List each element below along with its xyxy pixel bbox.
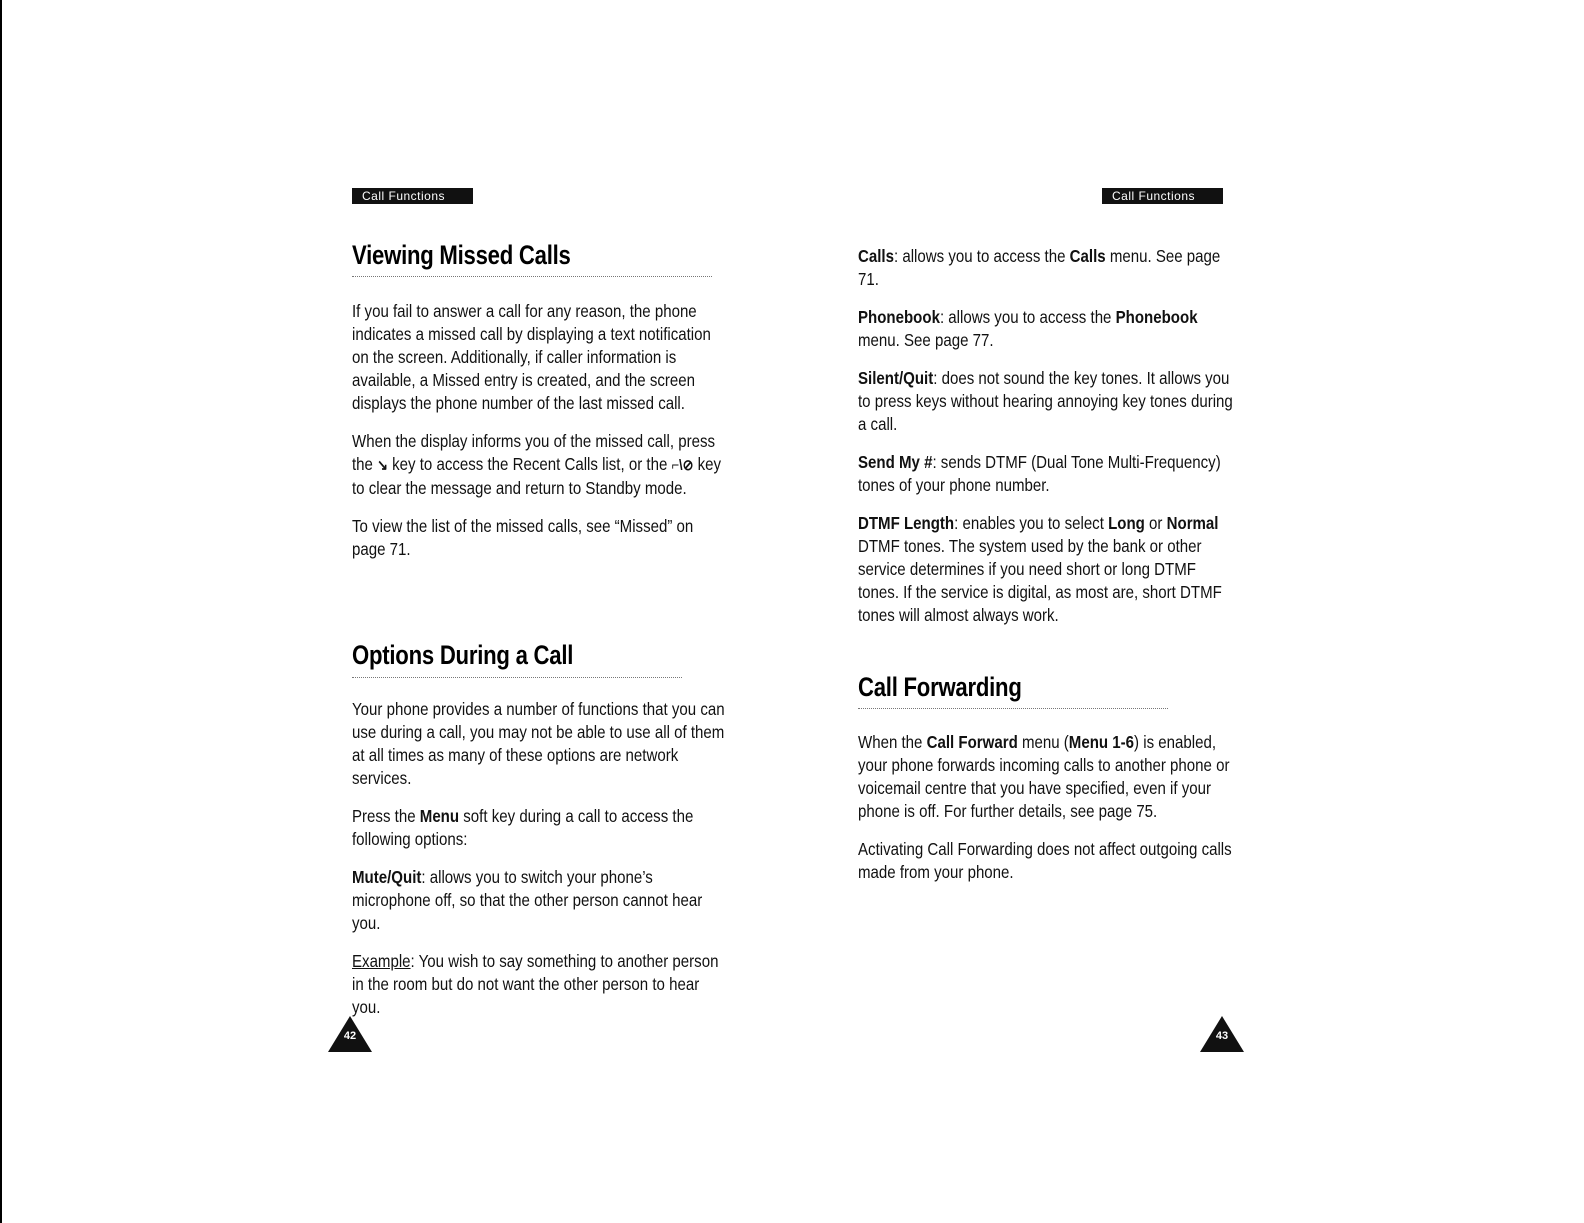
call-forwarding-body <box>858 731 1238 899</box>
text: soft key during a call to access the following options: <box>352 806 694 849</box>
option-term: Silent/Quit <box>858 368 934 388</box>
paragraph: Activating Call Forwarding does not affect outgoing calls made from your phone. <box>858 839 1232 882</box>
paragraph: If you fail to answer a call for any reason, the phone indicates a missed call by displaying a text notification on the screen. Additionally, if caller information is available, a Missed entry is created, and the screen displays the phone number of the last missed call. <box>352 301 711 413</box>
paragraph <box>858 367 1236 436</box>
paragraph <box>352 805 730 851</box>
text: : sends DTMF (Dual Tone Multi-Frequency) tones of your phone number. <box>858 452 1221 495</box>
text: When the display informs you of the missed call, press the <box>352 431 716 474</box>
text: menu ( <box>1021 732 1069 752</box>
page-number: 43 <box>1215 1030 1229 1042</box>
menu-term: Calls <box>1069 246 1106 266</box>
paragraph <box>858 731 1236 823</box>
text: or <box>1149 513 1163 533</box>
section-header-tab: Call Functions <box>352 188 473 204</box>
text: Press the <box>352 806 416 826</box>
text: : allows you to access the <box>893 246 1066 266</box>
paragraph <box>858 245 1236 291</box>
heading-viewing-missed-calls: Viewing Missed Calls <box>352 240 571 270</box>
send-key-icon: ↘ <box>377 457 388 474</box>
text: : allows you to switch your phone’s microphone off, so that the other person cannot hear you. <box>352 867 703 933</box>
menu-term: Menu <box>419 806 460 826</box>
paragraph <box>352 866 730 935</box>
paragraph <box>858 451 1236 497</box>
scan-edge-line <box>0 0 2 1223</box>
paragraph: Your phone provides a number of functions that you can use during a call, you may not be able to use all of them at all times as many of these options are network services. <box>352 699 725 788</box>
menu-term: Call Forward <box>926 732 1018 752</box>
end-key-icon: ⌐\⊘ <box>671 457 694 474</box>
text: : You wish to say something to another person in the room but do not want the other person to hear you. <box>352 951 719 1017</box>
text: : does not sound the key tones. It allows you to press keys without hearing annoying key tones during a call. <box>858 368 1233 434</box>
paragraph: To view the list of the missed calls, see “Missed” on page 71. <box>352 516 694 559</box>
paragraph <box>858 512 1236 627</box>
paragraph <box>352 950 730 1019</box>
menu-term: Long <box>1108 513 1145 533</box>
option-term: Send My # <box>858 452 933 472</box>
option-term: DTMF Length <box>858 513 955 533</box>
right-page <box>858 0 1238 1223</box>
page-number-badge <box>1200 1016 1244 1052</box>
heading-rule <box>352 677 682 678</box>
options-list-continued <box>858 245 1238 642</box>
page-number-badge <box>328 1016 372 1052</box>
options-body <box>352 698 732 1034</box>
text: menu. See page 77. <box>858 330 994 350</box>
heading-rule <box>858 708 1168 709</box>
text: When the <box>858 732 923 752</box>
option-term: Mute/Quit <box>352 867 422 887</box>
paragraph <box>352 430 730 500</box>
example-label: Example <box>352 951 411 971</box>
missed-calls-body <box>352 300 732 576</box>
menu-term: Menu 1-6 <box>1068 732 1135 752</box>
paragraph <box>858 306 1236 352</box>
menu-term: Phonebook <box>1115 307 1198 327</box>
menu-term: Normal <box>1166 513 1219 533</box>
text: key to access the Recent Calls list, or the <box>392 454 668 474</box>
option-term: Calls <box>858 246 894 266</box>
text: key to clear the message and return to Standby mode. <box>352 454 722 498</box>
text: menu. See page 71. <box>858 246 1221 289</box>
section-header-tab: Call Functions <box>1102 188 1223 204</box>
option-term: Phonebook <box>858 307 940 327</box>
page-number: 42 <box>343 1030 357 1042</box>
text: : allows you to access the <box>939 307 1112 327</box>
left-page <box>343 0 732 1223</box>
text: DTMF tones. The system used by the bank or other service determines if you need short or long DTMF tones. If the service is digital, as most are, short DTMF tones will almost always work. <box>858 536 1222 625</box>
heading-rule <box>352 276 712 277</box>
text: ) is enabled, your phone forwards incoming calls to another phone or voicemail centre that you have specified, even if your phone is off. For further details, see page 75. <box>858 732 1230 821</box>
heading-options-during-call: Options During a Call <box>352 640 574 670</box>
text: : enables you to select <box>954 513 1104 533</box>
heading-call-forwarding: Call Forwarding <box>858 672 1022 702</box>
